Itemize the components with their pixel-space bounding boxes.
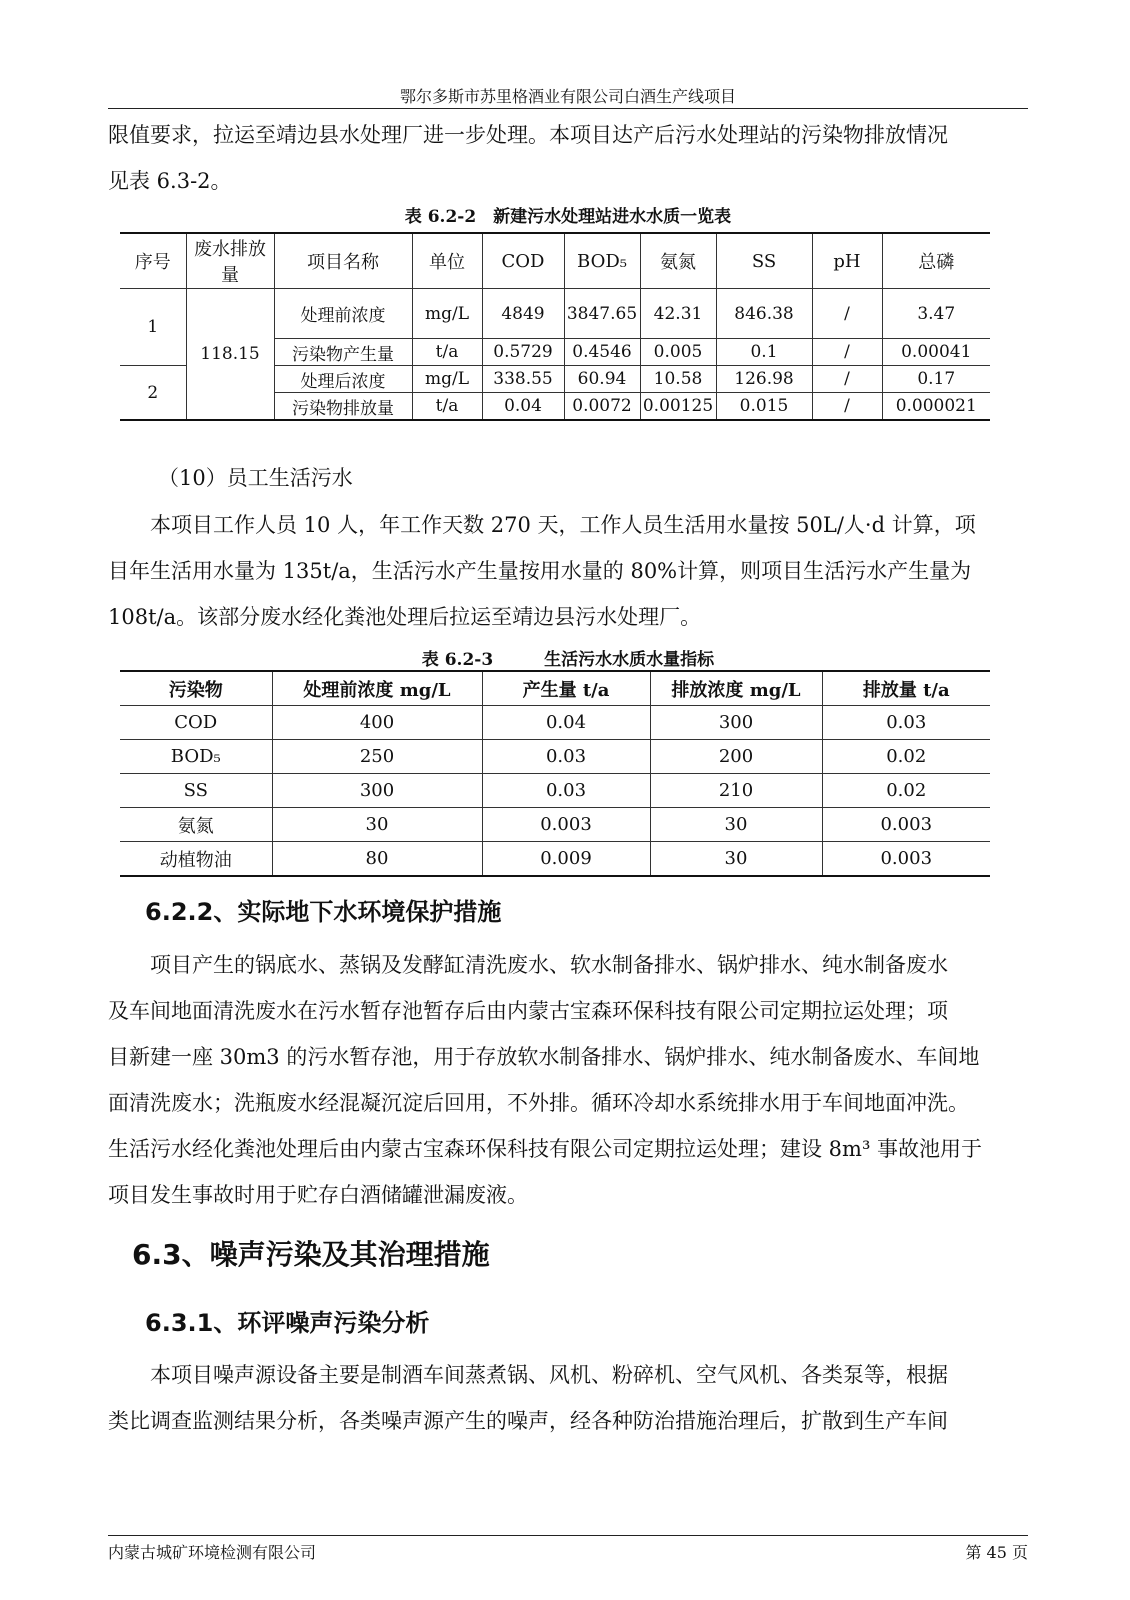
table-cell: mg/L xyxy=(412,366,482,393)
page-number: 第 45 页 xyxy=(965,1543,1028,1562)
section-title: （10）员工生活污水 xyxy=(158,466,353,490)
table-cell: 10.58 xyxy=(640,366,716,393)
table-cell: COD xyxy=(120,706,272,740)
table-cell: 0.0072 xyxy=(564,393,640,421)
table-cell: SS xyxy=(120,774,272,808)
section-6-2-2-heading: 6.2.2、实际地下水环境保护措施 xyxy=(145,898,502,926)
text-line: 本项目噪声源设备主要是制酒车间蒸煮锅、风机、粉碎机、空气风机、各类泵等，根据 xyxy=(150,1363,948,1387)
table-cell: 338.55 xyxy=(482,366,564,393)
table-cell: / xyxy=(812,366,882,393)
table-cell: 30 xyxy=(650,842,822,877)
header-cell: 单位 xyxy=(412,233,482,289)
table-cell: 0.003 xyxy=(822,842,990,877)
table-cell: 846.38 xyxy=(716,289,812,339)
table-cell: 0.03 xyxy=(482,774,650,808)
table-cell: t/a xyxy=(412,393,482,421)
table-cell: 动植物油 xyxy=(120,842,272,877)
header-cell: 氨氮 xyxy=(640,233,716,289)
table-cell: 污染物排放量 xyxy=(274,393,412,421)
table-cell: 200 xyxy=(650,740,822,774)
text-line: 目年生活用水量为 135t/a，生活污水产生量按用水量的 80%计算，则项目生活污水产生量为 xyxy=(108,559,972,583)
text-line: 及车间地面清洗废水在污水暂存池暂存后由内蒙古宝森环保科技有限公司定期拉运处理；项 xyxy=(108,999,948,1023)
running-header: 鄂尔多斯市苏里格酒业有限公司白酒生产线项目 xyxy=(399,87,736,106)
table-cell: 3847.65 xyxy=(564,289,640,339)
text-line: 类比调查监测结果分析，各类噪声源产生的噪声，经各种防治措施治理后，扩散到生产车间 xyxy=(108,1409,948,1433)
intro-paragraph xyxy=(108,112,1028,204)
table-cell: 300 xyxy=(650,706,822,740)
table-cell: / xyxy=(812,393,882,421)
table-cell: 0.000021 xyxy=(882,393,990,421)
table-cell: 0.4546 xyxy=(564,339,640,366)
table-cell: 0.1 xyxy=(716,339,812,366)
table-cell: 42.31 xyxy=(640,289,716,339)
text-line: 限值要求，拉运至靖边县水处理厂进一步处理。本项目达产后污水处理站的污染物排放情况 xyxy=(108,123,948,147)
table-cell: 60.94 xyxy=(564,366,640,393)
header-cell: COD xyxy=(482,233,564,289)
table-cell: / xyxy=(812,339,882,366)
table-cell: 126.98 xyxy=(716,366,812,393)
table-cell: 处理后浓度 xyxy=(274,366,412,393)
table-header-row xyxy=(120,671,990,706)
row-number: 1 xyxy=(120,289,186,366)
header-cell: 处理前浓度 mg/L xyxy=(272,671,482,706)
table-cell: 30 xyxy=(272,808,482,842)
section-10-title-line xyxy=(108,455,1028,501)
footer-rule xyxy=(108,1535,1028,1536)
table-cell: 0.03 xyxy=(822,706,990,740)
table-cell: 0.015 xyxy=(716,393,812,421)
table-cell: 0.02 xyxy=(822,774,990,808)
section-6-3-heading: 6.3、噪声污染及其治理措施 xyxy=(132,1238,490,1271)
table-cell: 0.04 xyxy=(482,393,564,421)
table-cell: 210 xyxy=(650,774,822,808)
text-line: 本项目工作人员 10 人，年工作天数 270 天，工作人员生活用水量按 50L/人·d 计算，项 xyxy=(150,513,976,537)
table-cell: 0.03 xyxy=(482,740,650,774)
table-cell: 0.17 xyxy=(882,366,990,393)
table-cell: 污染物产生量 xyxy=(274,339,412,366)
table-row xyxy=(120,289,990,339)
table-cell: 0.003 xyxy=(822,808,990,842)
text-line: 项目产生的锅底水、蒸锅及发酵缸清洗废水、软水制备排水、锅炉排水、纯水制备废水 xyxy=(150,953,948,977)
section-6-2-2-paragraph xyxy=(108,942,1028,1218)
table-cell: 处理前浓度 xyxy=(274,289,412,339)
table-row xyxy=(120,774,990,808)
header-cell: 序号 xyxy=(120,233,186,289)
table-cell: 氨氮 xyxy=(120,808,272,842)
table-cell: / xyxy=(812,289,882,339)
section-10-paragraph xyxy=(108,502,1028,640)
table1-caption: 表 6.2-2 新建污水处理站进水水质一览表 xyxy=(404,207,732,227)
header-cell: 废水排放量 xyxy=(186,233,274,289)
header-cell: SS xyxy=(716,233,812,289)
influent-quality-table xyxy=(120,232,990,421)
section-6-3-1-paragraph xyxy=(108,1352,1028,1444)
table-cell: 250 xyxy=(272,740,482,774)
table-cell: 4849 xyxy=(482,289,564,339)
header-cell: 总磷 xyxy=(882,233,990,289)
table-cell: 0.003 xyxy=(482,808,650,842)
table-cell: 0.00125 xyxy=(640,393,716,421)
table-cell: 30 xyxy=(650,808,822,842)
flow-cell: 118.15 xyxy=(186,289,274,421)
header-rule xyxy=(108,108,1028,109)
table-cell: 80 xyxy=(272,842,482,877)
text-line: 目新建一座 30m3 的污水暂存池，用于存放软水制备排水、锅炉排水、纯水制备废水、车间地 xyxy=(108,1045,980,1069)
table-cell: 300 xyxy=(272,774,482,808)
header-cell: 污染物 xyxy=(120,671,272,706)
table-cell: 3.47 xyxy=(882,289,990,339)
table-cell: 0.005 xyxy=(640,339,716,366)
header-cell: 排放量 t/a xyxy=(822,671,990,706)
text-line: 面清洗废水；洗瓶废水经混凝沉淀后回用，不外排。循环冷却水系统排水用于车间地面冲洗。 xyxy=(108,1091,969,1115)
header-cell: 排放浓度 mg/L xyxy=(650,671,822,706)
table-cell: BOD₅ xyxy=(120,740,272,774)
table-cell: 0.5729 xyxy=(482,339,564,366)
table-cell: 400 xyxy=(272,706,482,740)
table-cell: 0.02 xyxy=(822,740,990,774)
table-cell: mg/L xyxy=(412,289,482,339)
table-row xyxy=(120,808,990,842)
footer-company: 内蒙古城矿环境检测有限公司 xyxy=(108,1543,317,1562)
table-cell: 0.04 xyxy=(482,706,650,740)
text-line: 项目发生事故时用于贮存白酒储罐泄漏废液。 xyxy=(108,1183,528,1207)
text-line: 见表 6.3-2。 xyxy=(108,169,232,193)
header-cell: pH xyxy=(812,233,882,289)
section-6-3-1-heading: 6.3.1、环评噪声污染分析 xyxy=(145,1309,430,1337)
header-cell: 产生量 t/a xyxy=(482,671,650,706)
table-row xyxy=(120,842,990,877)
header-cell: 项目名称 xyxy=(274,233,412,289)
table-cell: t/a xyxy=(412,339,482,366)
table-row xyxy=(120,740,990,774)
header-cell: BOD₅ xyxy=(564,233,640,289)
text-line: 生活污水经化粪池处理后由内蒙古宝森环保科技有限公司定期拉运处理；建设 8m³ 事故池用于 xyxy=(108,1137,983,1161)
table-cell: 0.00041 xyxy=(882,339,990,366)
text-line: 108t/a。该部分废水经化粪池处理后拉运至靖边县污水处理厂。 xyxy=(108,605,702,629)
table-header-row xyxy=(120,233,990,289)
table2-caption: 表 6.2-3 生活污水水质水量指标 xyxy=(421,650,715,670)
row-number: 2 xyxy=(120,366,186,421)
table-row xyxy=(120,706,990,740)
table-cell: 0.009 xyxy=(482,842,650,877)
domestic-sewage-table xyxy=(120,670,990,877)
